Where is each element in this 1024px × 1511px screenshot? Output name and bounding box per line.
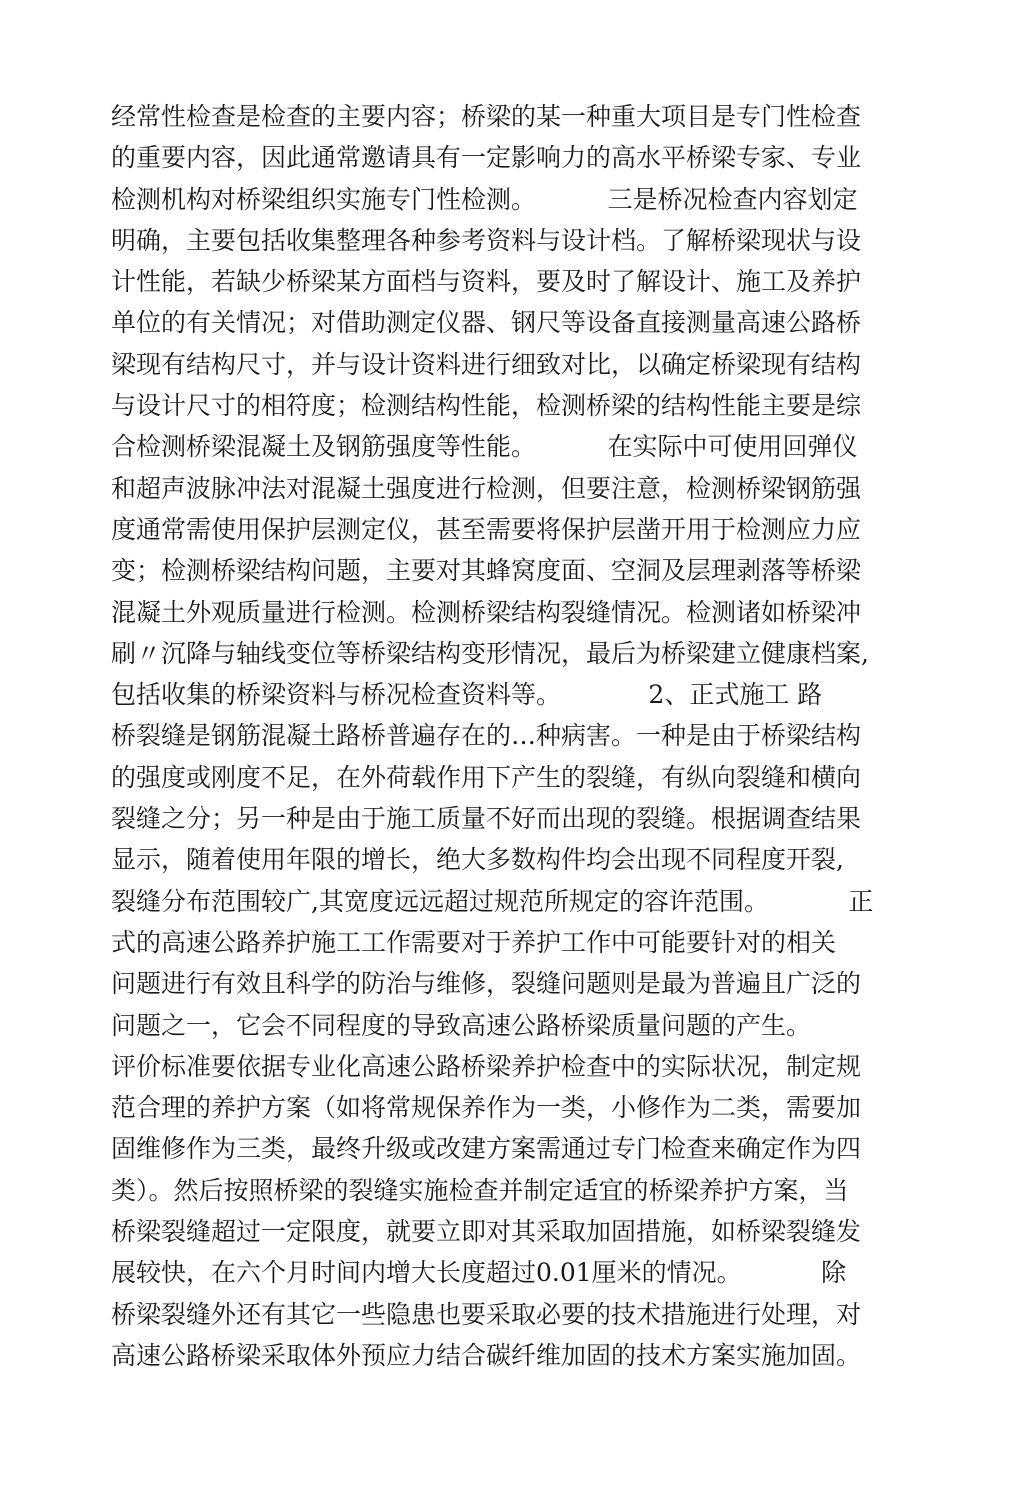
text-line: 包括收集的桥梁资料与桥况检查资料等。 2、正式施工 路 <box>111 680 823 710</box>
text-line: 问题进行有效且科学的防治与维修，裂缝问题则是最为普遍且广泛的 <box>111 969 862 999</box>
text-line: 评价标准要依据专业化高速公路桥梁养护检查中的实际状况，制定规 <box>111 1051 862 1081</box>
text-line: 计性能，若缺少桥梁某方面档与资料，要及时了解设计、施工及养护 <box>111 267 862 297</box>
text-line: 展较快，在六个月时间内增大长度超过0.01厘米的情况。 除 <box>111 1258 847 1288</box>
text-line: 类）。然后按照桥梁的裂缝实施检查并制定适宜的桥梁养护方案，当 <box>111 1175 849 1205</box>
text-line: 显示，随着使用年限的增长，绝大多数构件均会出现不同程度开裂, <box>111 845 844 875</box>
text-line: 桥梁裂缝外还有其它一些隐患也要采取必要的技术措施进行处理，对 <box>111 1299 862 1329</box>
text-line: 经常性检查是检查的主要内容；桥梁的某一种重大项目是专门性检查 <box>111 102 862 131</box>
text-line: 桥裂缝是钢筋混凝土路桥普遍存在的…种病害。一种是由于桥梁结构 <box>111 721 862 751</box>
text-line: 变；检测桥梁结构问题，主要对其蜂窝度面、空洞及层理剥落等桥梁 <box>111 556 862 586</box>
text-line: 问题之一，它会不同程度的导致高速公路桥梁质量问题的产生。 <box>111 1010 812 1040</box>
text-line: 范合理的养护方案（如将常规保养作为一类，小修作为二类，需要加 <box>111 1093 862 1123</box>
text-line: 式的高速公路养护施工工作需要对于养护工作中可能要针对的相关 <box>111 927 837 957</box>
text-line: 明确，主要包括收集整理各种参考资料与设计档。了解桥梁现状与设 <box>111 225 862 255</box>
text-line: 和超声波脉冲法对混凝土强度进行检测，但要注意，检测桥梁钢筋强 <box>111 473 862 503</box>
text-line: 裂缝之分；另一种是由于施工质量不好而出现的裂缝。根据调查结果 <box>111 804 862 834</box>
text-line: 刷〃沉降与轴线变位等桥梁结构变形情况，最后为桥梁建立健康档案, <box>111 638 869 668</box>
text-line: 梁现有结构尺寸，并与设计资料进行细致对比，以确定桥梁现有结构 <box>111 349 862 379</box>
text-line: 裂缝分布范围较广,其宽度远远超过规范所规定的容许范围。 正 <box>111 886 874 916</box>
text-line: 的强度或刚度不足，在外荷载作用下产生的裂缝，有纵向裂缝和横向 <box>111 762 862 792</box>
body-text <box>111 96 911 1376</box>
text-line: 与设计尺寸的相符度；检测结构性能，检测桥梁的结构性能主要是综 <box>111 391 862 421</box>
text-line: 桥梁裂缝超过一定限度，就要立即对其采取加固措施，如桥梁裂缝发 <box>111 1217 862 1247</box>
text-line: 混凝土外观质量进行检测。检测桥梁结构裂缝情况。检测诸如桥梁冲 <box>111 597 862 627</box>
text-line: 合检测桥梁混凝土及钢筋强度等性能。 在实际中可使用回弹仪 <box>111 432 858 462</box>
text-line: 检测机构对桥梁组织实施专门性检测。 三是桥况检查内容划定 <box>111 184 858 214</box>
text-line: 固维修作为三类，最终升级或改建方案需通过专门检查来确定作为四 <box>111 1134 862 1164</box>
text-line: 度通常需使用保护层测定仪，甚至需要将保护层凿开用于检测应力应 <box>111 514 862 544</box>
text-line: 高速公路桥梁采取体外预应力结合碳纤维加固的技术方案实施加固。 <box>111 1340 862 1370</box>
text-line: 单位的有关情况；对借助测定仪器、钢尺等设备直接测量高速公路桥 <box>111 308 862 338</box>
text-line: 的重要内容，因此通常邀请具有一定影响力的高水平桥梁专家、专业 <box>111 143 862 173</box>
